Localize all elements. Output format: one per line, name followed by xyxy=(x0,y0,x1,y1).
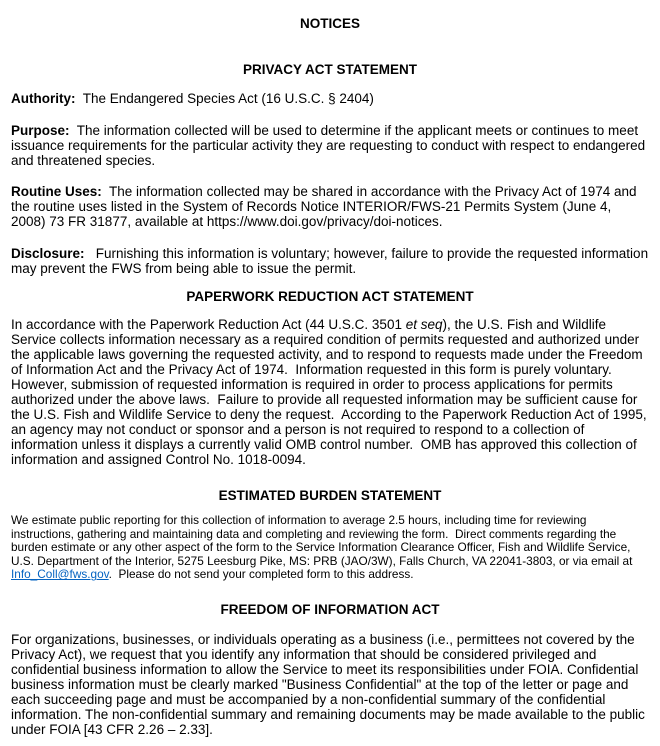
burden-text-part2: . Please do not send your completed form to this address. xyxy=(108,567,414,582)
burden-text-part1: We estimate public reporting for this collection of information to average 2.5 hours, including time for reviewing instructions, gathering and maintaining data and completing and reviewing the form. Direct comments regarding the burden estimate or any other aspect of the form to the Service Information Clearance Officer, Fish and Wildlife Service, U.S. Department of the Interior, 5275 Leesburg Pike, MS: PRB (JAO/3W), Falls Church, VA 22041-3803, or via email at xyxy=(11,513,636,568)
routine-uses-text: The information collected may be shared in accordance with the Privacy Act of 1974 and the routine uses listed in the System of Records Notice INTERIOR/FWS-21 Permits System (June 4, 2008) 73 FR 31877, available at https://www.doi.gov/privacy/doi-notices. xyxy=(11,184,641,229)
routine-uses-label: Routine Uses: xyxy=(11,184,102,199)
estimated-burden-heading: ESTIMATED BURDEN STATEMENT xyxy=(218,488,442,503)
paperwork-reduction-heading: PAPERWORK REDUCTION ACT STATEMENT xyxy=(186,289,474,304)
purpose-text: The information collected will be used to determine if the applicant meets or continues to meet issuance requirements for the particular activity they are requesting to conduct with respect to endangered and threatened species. xyxy=(11,123,649,168)
paperwork-text-italic: et seq xyxy=(405,317,443,332)
foia-paragraph: For organizations, businesses, or individuals operating as a business (i.e., permittees not covered by the Privacy Act), we request that you identify any information that should be considered privileged and confidential business information to allow the Service to meet its responsibilities under FOIA. Confidential business information must be clearly marked "Business Confidential" at the top of the letter or page and each succeeding page and must be accompanied by a non-confidential summary of the confidential information. The non-confidential summary and remaining documents may be made available to the public under FOIA [43 CFR 2.26 – 2.33]. xyxy=(11,631,649,737)
paperwork-text-part2: ), the U.S. Fish and Wildlife Service collects information necessary as a required condition of permits requested and authorized under the applicable laws governing the requested activity, and to respond to requests made under the Freedom of Information Act and the Privacy Act of 1974. Information requested in this form is purely voluntary. However, submission of requested information is required in order to process applications for permits authorized under the above laws. Failure to provide all requested information may be sufficient cause for the U.S. Fish and Wildlife Service to deny the request. According to the Paperwork Reduction Act of 1995, an agency may not conduct or sponsor and a person is not required to respond to a collection of information unless it displays a currently valid OMB control number. OMB has approved this collection of information and assigned Control No. 1018-0094. xyxy=(11,317,651,467)
purpose-label: Purpose: xyxy=(11,123,70,138)
privacy-act-heading: PRIVACY ACT STATEMENT xyxy=(242,62,417,77)
email-link[interactable]: Info_Coll@fws.gov xyxy=(11,567,109,582)
estimated-burden-paragraph xyxy=(11,514,649,582)
foia-heading: FREEDOM OF INFORMATION ACT xyxy=(220,601,440,617)
authority-paragraph xyxy=(11,91,649,106)
disclosure-text: Furnishing this information is voluntary; however, failure to provide the requested information may prevent the FWS from being able to issue the permit. xyxy=(11,246,652,276)
routine-uses-paragraph xyxy=(11,184,649,229)
paperwork-text-part1: In accordance with the Paperwork Reduction Act (44 U.S.C. 3501 xyxy=(11,317,406,332)
purpose-paragraph xyxy=(11,123,649,168)
disclosure-paragraph xyxy=(11,246,652,276)
paperwork-reduction-paragraph xyxy=(11,317,649,467)
disclosure-label: Disclosure: xyxy=(11,246,85,261)
authority-text: The Endangered Species Act (16 U.S.C. § 2404) xyxy=(75,91,374,106)
page-title: NOTICES xyxy=(299,16,360,31)
authority-label: Authority: xyxy=(11,91,76,106)
